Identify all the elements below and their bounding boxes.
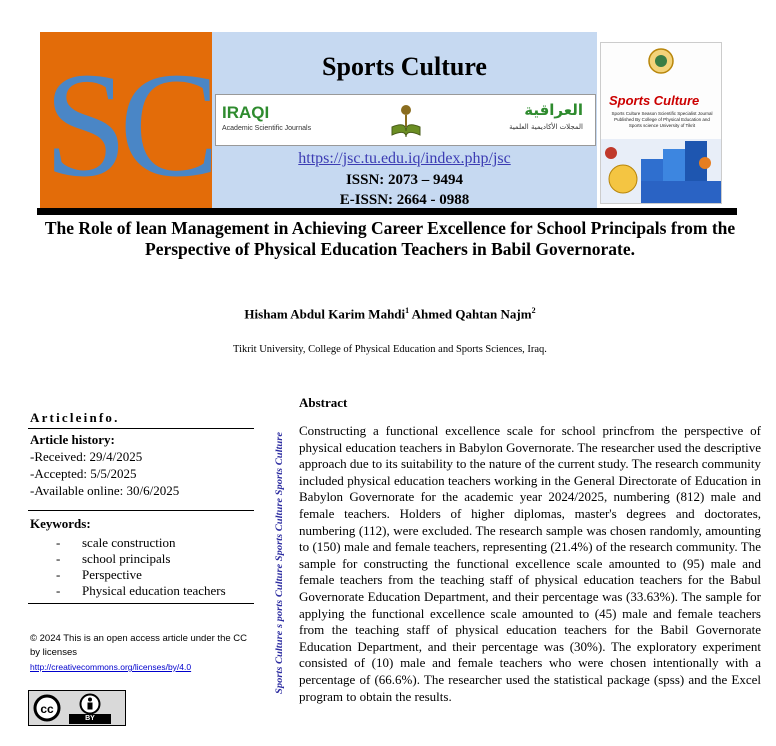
svg-text:cc: cc <box>40 702 54 716</box>
book-emblem-icon <box>388 101 424 139</box>
cover-subtitle: Sports Culture Season Scientific Specialist Journal Published By College of Physical Education and Sports science University of Tikrit <box>611 111 713 128</box>
author-2-affiliation-mark: 2 <box>531 306 536 315</box>
cc-by-badge <box>28 690 126 726</box>
keywords-label: Keywords: <box>30 516 91 531</box>
eissn: E-ISSN: 2664 - 0988 <box>339 192 470 208</box>
accepted-date: -Accepted: 5/5/2025 <box>30 466 137 481</box>
author-1-affiliation-mark: 1 <box>405 306 410 315</box>
paper-title: The Role of lean Management in Achieving Career Excellence for School Principals from the Perspective of Physical Education Teachers in Babil Governorate. <box>44 218 736 259</box>
keywords-bottom-rule <box>28 603 254 604</box>
available-online-date: -Available online: 30/6/2025 <box>30 483 180 498</box>
journal-name: Sports Culture <box>322 52 487 81</box>
keyword-text: scale construction <box>82 535 176 550</box>
authors-line <box>40 306 740 322</box>
keywords-list <box>56 535 226 599</box>
license-text: © 2024 This is an open access article under the CC by licenses <box>30 633 247 658</box>
issn: ISSN: 2073 – 9494 <box>345 172 464 188</box>
abstract-body: Constructing a functional excellence scale for school princfrom the perspective of physical education teachers in Babylon Governorate. The researcher used the descriptive approach due to its suitability to the nature of the current study. The research community included physical education teachers working in the General Directorate of Education in Babylon Governorate for the academic year 2024/2025, numbering (812) male and female teachers. Holders of higher diplomas, master's degrees and doctorates, numbering (112), were excluded. The research sample was chosen randomly, amounting to (150) male and female teachers, representing (21.4%) of the research community. The sample for constructing the functional excellence scale amounted to (95) male and female teachers from the teaching staff of physical education teachers for the Babul Governorate Education Department, and their percentage was (33.63%). The sample for applying the functional excellence scale amounted to (45) male and female teachers from the teaching staff of physical education teachers for the Babil Governorate Education Department, and their percentage was (30%). The exploratory experiment consisted of (10) male and female teachers who were chosen intentionally with a percentage of (66.6%). The researcher used the statistical package (spss) and the Excel program to obtain the results. <box>299 423 761 704</box>
keyword-item: - scale construction <box>56 535 176 550</box>
journal-cover-thumbnail <box>600 42 722 204</box>
attribution-icon <box>79 693 101 715</box>
article-info-heading: Articleinfo. <box>30 410 120 425</box>
sports-collage-image <box>601 139 721 203</box>
creative-commons-icon <box>33 694 61 722</box>
header-divider <box>37 208 737 215</box>
abstract-heading: Abstract <box>299 395 348 410</box>
keyword-item: - school principals <box>56 551 171 566</box>
keywords-rule <box>28 510 254 511</box>
keyword-item: - Physical education teachers <box>56 583 226 598</box>
university-emblem-icon <box>647 47 675 75</box>
license-link[interactable]: http://creativecommons.org/licenses/by/4.0 <box>30 662 192 672</box>
iraqi-journals-logo-strip <box>215 94 596 146</box>
arabic-logo-word: العراقية <box>524 101 583 119</box>
vertical-watermark-text: Sports Culture s ports Culture Sports Culture Sports Culture <box>274 454 285 694</box>
cc-by-label: BY <box>69 714 111 724</box>
keyword-text: school principals <box>82 551 171 566</box>
received-date: -Received: 29/4/2025 <box>30 449 143 464</box>
affiliation: Tikrit University, College of Physical Education and Sports Sciences, Iraq. <box>233 344 547 355</box>
vertical-journal-watermark <box>262 430 292 696</box>
author-1: Hisham Abdul Karim Mahdi <box>244 306 406 322</box>
logo-letters: SC <box>44 42 212 208</box>
article-info-rule <box>28 428 254 429</box>
journal-header-panel <box>212 32 597 208</box>
author-2: Ahmed Qahtan Najm <box>409 306 532 322</box>
cover-title: Sports Culture <box>609 93 700 108</box>
journal-logo-sc <box>40 32 212 208</box>
arabic-logo-sub: المجلات الأكاديمية العلمية <box>509 123 583 131</box>
keyword-item: - Perspective <box>56 567 142 582</box>
keyword-text: Perspective <box>82 567 142 582</box>
journal-url-link[interactable]: https://jsc.tu.edu.iq/index.php/jsc <box>298 150 511 167</box>
article-history-label: Article history: <box>30 432 115 447</box>
keyword-text: Physical education teachers <box>82 583 226 598</box>
iraqi-logo-word: IRAQI <box>222 103 270 122</box>
iraqi-logo-sub: Academic Scientific Journals <box>222 125 312 132</box>
